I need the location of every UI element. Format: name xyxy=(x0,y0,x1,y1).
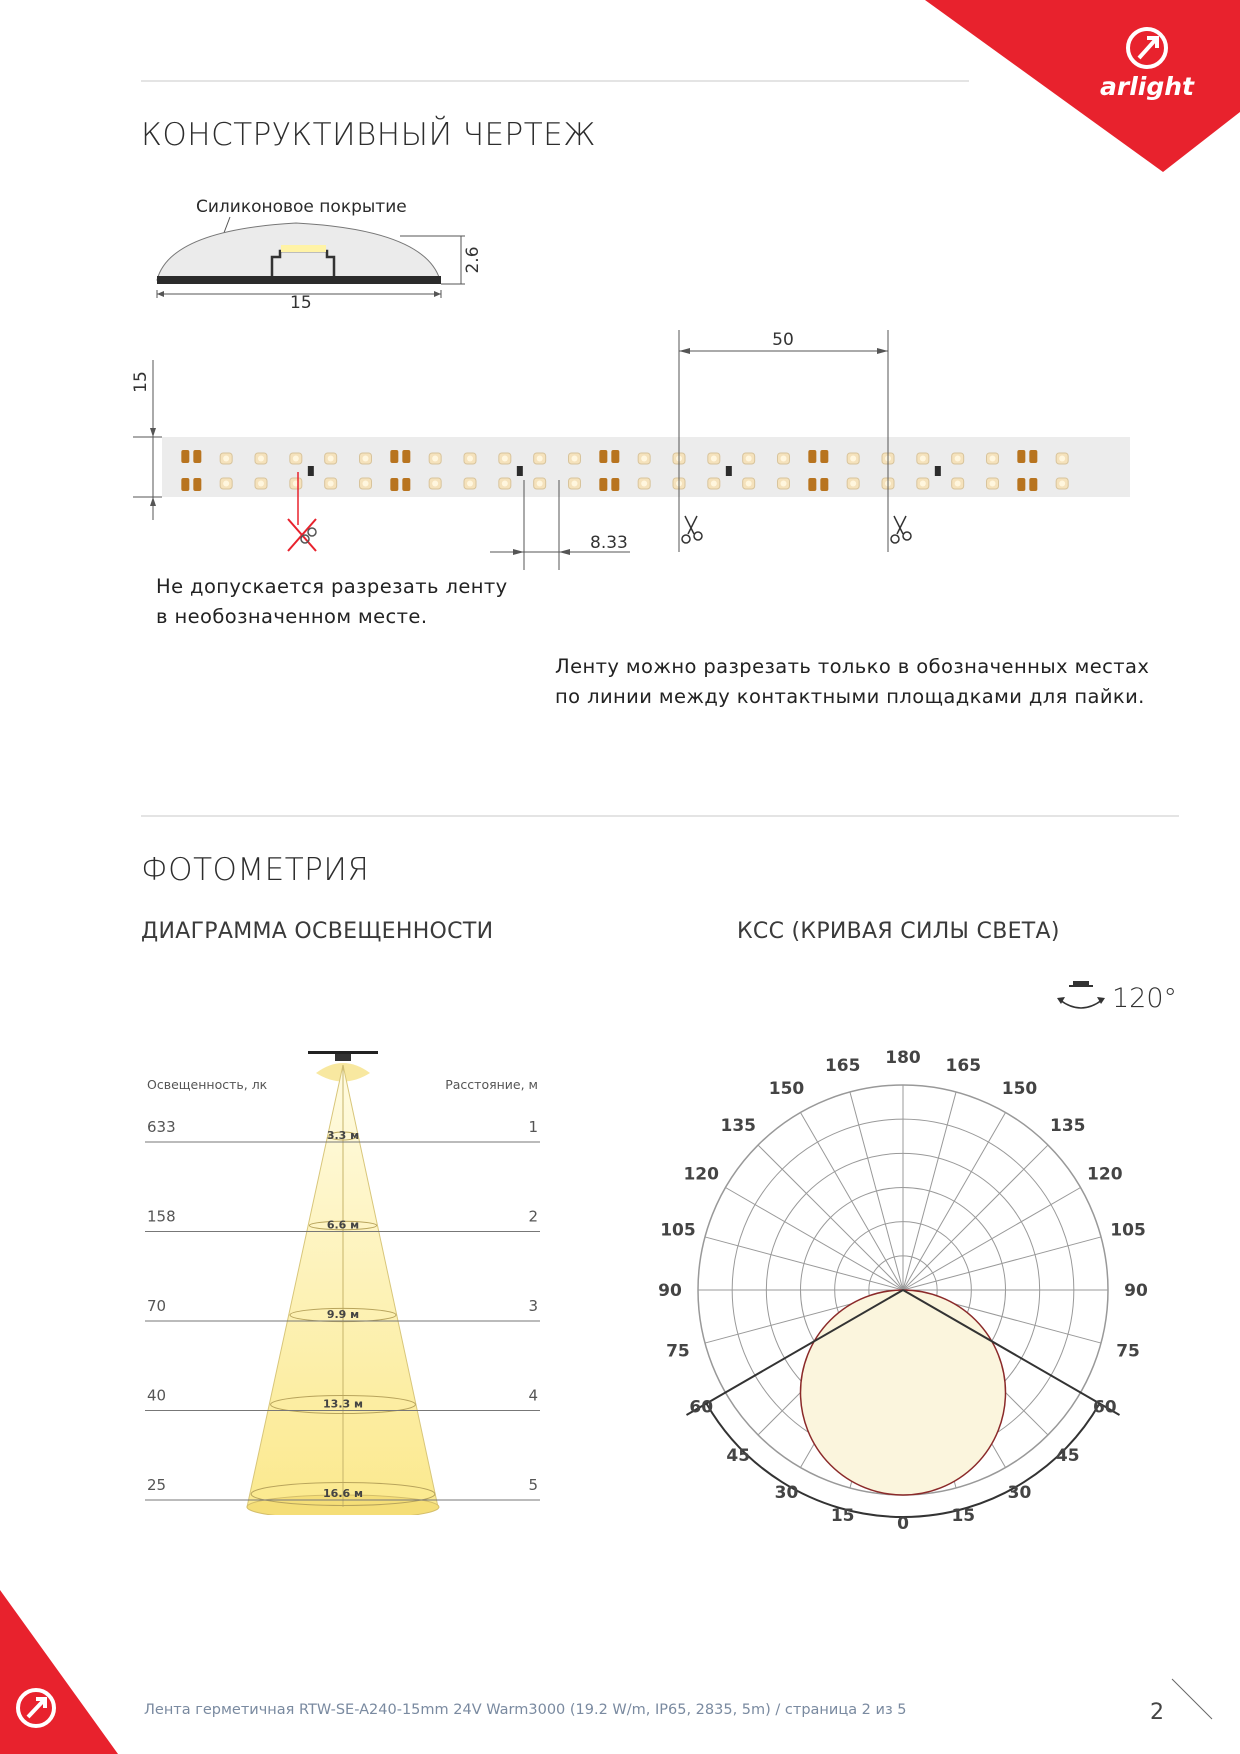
polar-angle-label: 90 xyxy=(658,1281,682,1301)
distance-value: 3 xyxy=(528,1297,538,1315)
polar-angle-label: 90 xyxy=(1124,1281,1148,1301)
section-title-drawing: КОНСТРУКТИВНЫЙ ЧЕРТЕЖ xyxy=(141,117,596,153)
brand-name: arlight xyxy=(1100,72,1194,101)
illuminance-value: 40 xyxy=(147,1386,167,1405)
illuminance-diagram-title: ДИАГРАММА ОСВЕЩЕННОСТИ xyxy=(141,919,494,944)
resistor xyxy=(308,466,314,476)
illuminance-axis-label: Освещенность, лк xyxy=(147,1077,268,1092)
led-chip xyxy=(1056,478,1068,489)
polar-angle-label: 60 xyxy=(689,1397,714,1418)
brand-corner xyxy=(925,0,1240,180)
polar-angle-label: 135 xyxy=(720,1116,756,1137)
scissors-icon xyxy=(891,516,911,543)
profile-height-label: 2.6 xyxy=(463,246,483,274)
note-forbidden-line: в необозначенном месте. xyxy=(156,605,428,628)
polar-angle-label: 165 xyxy=(824,1055,861,1076)
forbidden-cut-icon xyxy=(288,519,316,551)
led-chip xyxy=(847,478,859,489)
led-chip xyxy=(952,478,964,489)
polar-angle-label: 180 xyxy=(885,1048,921,1068)
distance-value: 1 xyxy=(528,1118,538,1136)
resistor xyxy=(935,466,941,476)
polar-grid-spoke xyxy=(903,1145,1048,1290)
section-title-photometry: ФОТОМЕТРИЯ xyxy=(141,852,370,888)
page-number: 2 xyxy=(1150,1700,1164,1725)
led-chip xyxy=(220,453,232,464)
polar-grid-spoke xyxy=(758,1145,903,1290)
resistor xyxy=(726,466,732,476)
section-divider xyxy=(141,815,1179,817)
lambertian-curve xyxy=(801,1290,1006,1495)
polar-angle-label: 75 xyxy=(1116,1341,1140,1362)
led-chip xyxy=(743,453,755,464)
led-strip-drawing xyxy=(130,330,1150,570)
polar-angle-label: 165 xyxy=(945,1055,982,1076)
led-chip xyxy=(917,453,929,464)
resistor xyxy=(517,466,523,476)
polar-angle-label: 15 xyxy=(951,1506,976,1527)
polar-angle-label: 120 xyxy=(683,1164,719,1185)
illuminance-value: 158 xyxy=(147,1207,176,1226)
note-allowed-line: по линии между контактными площадками для пайки. xyxy=(555,685,1145,708)
profile-width-label: 15 xyxy=(290,293,312,313)
polar-angle-label: 150 xyxy=(1001,1079,1038,1100)
beam-angle-icon xyxy=(1055,980,1111,1016)
note-allowed-line: Ленту можно разрезать только в обозначенных местах xyxy=(555,655,1150,678)
page-corner-line xyxy=(1168,1675,1218,1725)
led-chip xyxy=(360,478,372,489)
led-chip xyxy=(534,478,546,489)
note-forbidden xyxy=(156,572,508,632)
distance-value: 5 xyxy=(528,1476,538,1494)
led-chip xyxy=(638,478,650,489)
led-chip xyxy=(569,453,581,464)
profile-cross-section xyxy=(140,195,500,315)
led-chip xyxy=(708,478,720,489)
polar-angle-label: 60 xyxy=(1092,1397,1117,1418)
note-forbidden-line: Не допускается разрезать ленту xyxy=(156,575,508,598)
footer-text: Лента герметичная RTW-SE-A240-15mm 24V Warm3000 (19.2 W/m, IP65, 2835, 5m) / страница 2 из 5 xyxy=(144,1702,907,1718)
led-chip xyxy=(325,453,337,464)
polar-angle-label: 45 xyxy=(1055,1445,1080,1466)
footer-brand-corner xyxy=(0,1590,120,1754)
led-chip xyxy=(360,453,372,464)
strip-height-label: 15 xyxy=(131,371,151,393)
polar-angle-label: 30 xyxy=(1007,1482,1032,1503)
polar-angle-label: 135 xyxy=(1050,1116,1086,1137)
led-chip xyxy=(255,453,267,464)
polar-angle-label: 0 xyxy=(897,1514,909,1534)
led-chip xyxy=(464,453,476,464)
polar-angle-label: 45 xyxy=(726,1445,751,1466)
polar-grid-spoke xyxy=(725,1188,903,1291)
led-chip xyxy=(987,478,999,489)
polar-angle-label: 30 xyxy=(774,1482,799,1503)
led-chip xyxy=(952,453,964,464)
led-chip xyxy=(917,478,929,489)
led-chip xyxy=(778,478,790,489)
polar-grid-spoke xyxy=(801,1112,904,1290)
illuminance-value: 70 xyxy=(147,1297,167,1315)
scissors-icon xyxy=(682,516,702,543)
led-chip xyxy=(429,478,441,489)
led-chip xyxy=(638,453,650,464)
beam-diameter-label: 9.9 м xyxy=(326,1308,360,1321)
illuminance-diagram xyxy=(140,1045,550,1515)
polar-grid-spoke xyxy=(903,1188,1081,1291)
distance-axis-label: Расстояние, м xyxy=(445,1077,538,1092)
beam-diameter-label: 3.3 м xyxy=(326,1129,360,1142)
illuminance-value: 25 xyxy=(147,1476,167,1494)
top-divider xyxy=(141,80,969,82)
led-chip xyxy=(429,453,441,464)
led-chip xyxy=(708,453,720,464)
polar-angle-label: 120 xyxy=(1087,1164,1123,1185)
kss-diagram-title: КСС (КРИВАЯ СИЛЫ СВЕТА) xyxy=(737,919,1060,944)
illuminance-value: 633 xyxy=(147,1118,176,1136)
distance-value: 2 xyxy=(528,1207,538,1226)
led-pitch-label: 8.33 xyxy=(590,533,628,553)
led-chip xyxy=(290,453,302,464)
polar-angle-label: 105 xyxy=(660,1220,696,1241)
beam-diameter-label: 13.3 м xyxy=(323,1397,363,1411)
led-chip xyxy=(534,453,546,464)
distance-value: 4 xyxy=(528,1386,538,1405)
beam-diameter-label: 16.6 м xyxy=(323,1487,363,1500)
led-chip xyxy=(290,478,302,489)
led-chip xyxy=(987,453,999,464)
note-allowed xyxy=(555,652,1149,712)
led-chip xyxy=(255,478,267,489)
led-chip xyxy=(847,453,859,464)
polar-angle-label: 15 xyxy=(830,1506,855,1527)
cut-pitch-label: 50 xyxy=(772,330,794,350)
led-chip xyxy=(464,478,476,489)
led-chip xyxy=(778,453,790,464)
led-chip xyxy=(499,453,511,464)
coating-label: Силиконовое покрытие xyxy=(196,197,407,217)
led-chip xyxy=(499,478,511,489)
led-chip xyxy=(220,478,232,489)
polar-angle-label: 75 xyxy=(666,1341,690,1362)
led-chip xyxy=(1056,453,1068,464)
polar-grid-spoke xyxy=(903,1112,1006,1290)
polar-angle-label: 105 xyxy=(1110,1220,1146,1241)
beam-diameter-label: 6.6 м xyxy=(326,1218,360,1232)
led-chip xyxy=(569,478,581,489)
led-chip xyxy=(743,478,755,489)
beam-angle-label: 120° xyxy=(1112,983,1178,1014)
led-chip xyxy=(325,478,337,489)
kss-polar-chart xyxy=(648,1038,1158,1558)
polar-angle-label: 150 xyxy=(768,1079,805,1100)
